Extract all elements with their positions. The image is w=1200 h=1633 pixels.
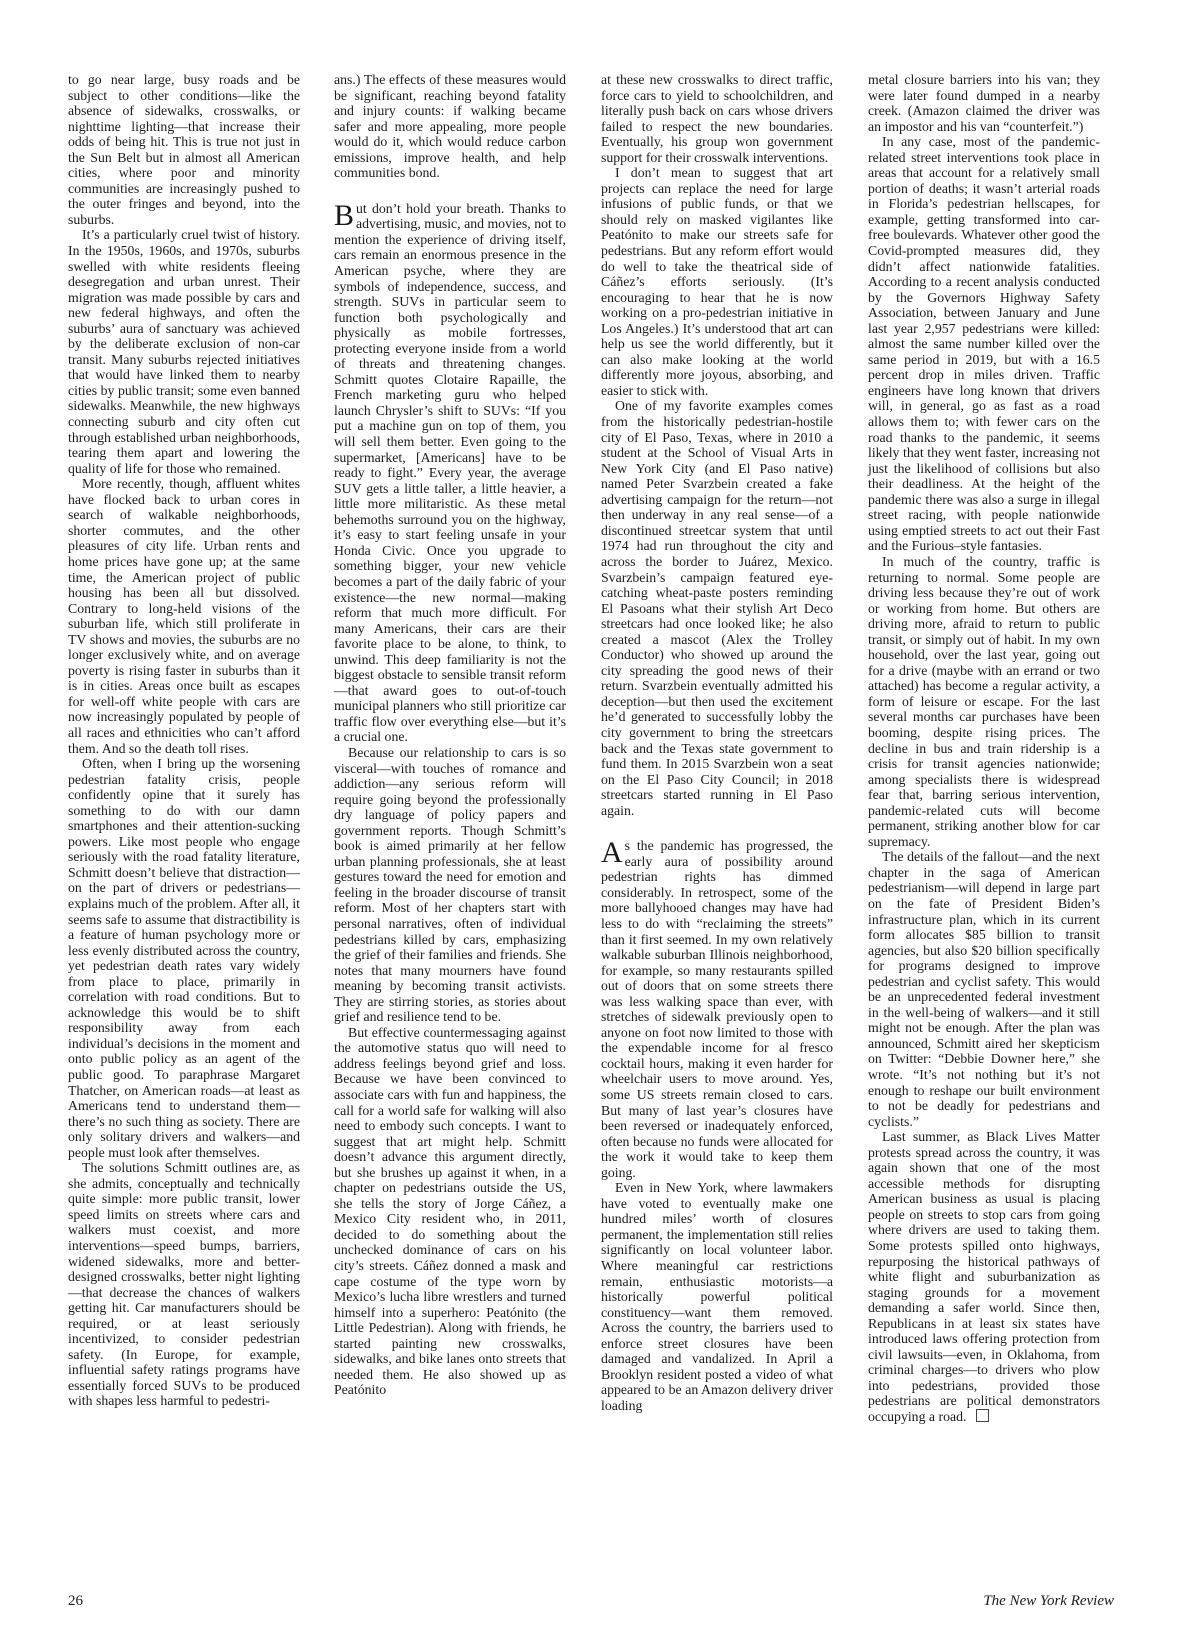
end-mark-icon [976, 1409, 989, 1422]
paragraph [68, 756, 300, 1160]
paragraph-text: But effective countermessaging against the automotive status quo will need to address feelings beyond grief and loss. Because we have been convinced to associate cars with fun and happiness, the call for a world safe for walking will also need to embody such concepts. I want to suggest that art might help. Schmitt doesn’t advance this argument directly, but she brushes up against it when, in a chapter on pedestrians outside the US, she tells the story of Jorge Cáñez, a Mexico City resident who, in 2011, decided to do something about the unchecked dominance of cars on his city’s streets. Cáñez donned a mask and cape costume of the type worn by Mexico’s lucha libre wrestlers and turned himself into a superhero: Peatónito (the Little Pedestrian). Along with friends, he started painting new crosswalks, sidewalks, and bike lanes onto streets that needed them. He also showed up as Peatónito [334, 1024, 566, 1398]
paragraph-text: Even in New York, where lawmakers have voted to eventually make one hundred miles’ worth of closures permanent, the implementation still relies significantly on local volunteer labor. Where meaningful car restrictions remain, enthusiastic motorists—a historically powerful political constituency—want them removed. Across the country, the barriers used to enforce street closures have been damaged and vandalized. In April a Brooklyn resident posted a video of what appeared to be an Amazon delivery driver loading [601, 1180, 833, 1413]
paragraph [68, 227, 300, 476]
section-break [334, 181, 566, 201]
paragraph [868, 1129, 1100, 1424]
text-column-3 [601, 72, 833, 1413]
paragraph [601, 1180, 833, 1413]
paragraph-text: The details of the fallout—and the next chapter in the saga of American pedestrianism—will depend in large part on the fate of President Biden’s infrastructure plan, which in its current form allocates $85 billion to transit agencies, but also $20 billion specifically for programs designed to improve pedestrian and cyclist safety. This would be an unprecedented federal investment in the well-being of walkers—and it still might not be enough. After the plan was announced, Schmitt aired her skepticism on Twitter: “Debbie Downer here,” she wrote. “It’s not nothing but it’s not enough to reshape our built environment to not be deadly for pedestrians and cyclists.” [868, 849, 1100, 1129]
paragraph-text: Last summer, as Black Lives Matter protests spread across the country, it was again shown that one of the most accessible methods for disrupting American business as usual is placing people on streets to stop cars from going where drivers are used to taking them. Some protests spilled onto highways, repurposing the historical pathways of white flight and suburbanization as staging grounds for a movement demanding a safer world. Since then, Republicans in at least six states have introduced laws offering protection from civil lawsuits—even, in Oklahoma, from criminal charges—to drivers who plow into pedestrians, provided those pedestrians are political demonstrators occupying a road. [868, 1129, 1100, 1425]
paragraph-text: metal closure barriers into his van; they were later found dumped in a nearby creek. (Amazon claimed the driver was an impostor and his van “counterfeit.”) [868, 72, 1100, 134]
paragraph [334, 745, 566, 1025]
drop-cap: A [601, 836, 623, 870]
paragraph [868, 554, 1100, 849]
paragraph [601, 165, 833, 398]
paragraph-text: It’s a particularly cruel twist of history. In the 1950s, 1960s, and 1970s, suburbs swelled with white residents fleeing desegregation and urban unrest. Their migration was made possible by cars and new federal highways, and often the suburbs’ aura of sanctuary was achieved by the deliberate exclusion of non-car transit. Many suburbs rejected initiatives that would have linked them to nearby cities by public transit; some even banned sidewalks. Meanwhile, the new highways connecting suburb and city often cut through established urban neighborhoods, tearing them apart and lowering the quality of life for those who remained. [68, 227, 300, 476]
paragraph-text: Because our relationship to cars is so visceral—with touches of romance and addiction—any serious reform will require going beyond the professionally dry language of policy papers and government reports. Though Schmitt’s book is aimed primarily at her fellow urban planning professionals, she at least gestures toward the need for emotion and feeling in the broader discourse of transit reform. Most of her chapters start with personal narratives, often of individual pedestrians killed by cars, emphasizing the grief of their families and friends. She notes that many mourners have found meaning by becoming transit activists. They are stirring stories, as stories about grief and resilience tend to be. [334, 744, 566, 1025]
paragraph-text: Often, when I bring up the worsening pedestrian fatality crisis, people confidently opine that it surely has something to do with our damn smartphones and their attention-sucking powers. Like most people who engage seriously with the road fatality literature, Schmitt doesn’t believe that distraction—on the part of drivers or pedestrians—explains much of the problem. After all, it seems safe to assume that distractibility is a feature of human psychology more or less evenly distributed across the country, yet pedestrian death rates vary widely from place to place, primarily in correlation with road conditions. But to acknowledge this would be to shift responsibility away from each individual’s decisions in the moment and onto public policy as an agent of the public good. To paraphrase Margaret Thatcher, on American roads—at least as Americans tend to understand them—there’s no such thing as society. There are only solitary drivers and walkers—and people must look after themselves. [68, 756, 300, 1160]
paragraph [601, 72, 833, 165]
paragraph [68, 1160, 300, 1409]
paragraph-text: The solutions Schmitt outlines are, as she admits, conceptually and technically quite simple: more public transit, lower speed limits on streets where cars and walkers must coexist, and more interventions—speed bumps, barriers, widened sidewalks, more and better-designed crosswalks, better night lighting—that decrease the chances of walkers getting hit. Car manufacturers should be required, or at least seriously incentivized, to consider pedestrian safety. (In Europe, for example, influential safety ratings programs have essentially forced SUVs to be produced with shapes less harmful to pedestri- [68, 1160, 300, 1409]
publication-name: The New York Review [983, 1593, 1114, 1609]
paragraph [334, 1025, 566, 1398]
paragraph [601, 398, 833, 818]
paragraph [868, 134, 1100, 554]
paragraph-text: to go near large, busy roads and be subject to other conditions—like the absence of sidewalks, crosswalks, or nighttime lighting—that increase their odds of being hit. This is true not just in the Sun Belt but in almost all American cities, where poor and minority communities are increasingly pushed to the outer fringes and beyond, into the suburbs. [68, 72, 300, 227]
paragraph [68, 72, 300, 227]
paragraph [868, 72, 1100, 134]
text-column-4 [868, 72, 1100, 1425]
drop-cap: B [334, 198, 355, 232]
paragraph [334, 72, 566, 181]
text-column-1 [68, 72, 300, 1409]
paragraph [868, 849, 1100, 1129]
paragraph [601, 838, 833, 1180]
paragraph [334, 198, 567, 745]
page-number: 26 [68, 1593, 83, 1609]
paragraph-text: I don’t mean to suggest that art projects can replace the need for large infusions of public funds, or that we should rely on masked vigilantes like Peatónito to make our streets safe for pedestrians. But any reform effort would do well to take the theatrical side of Cáñez’s efforts seriously. (It’s encouraging to hear that he is now working on a pro-pedestrian initiative in Los Angeles.) It’s understood that art can help us see the world differently, but it can also make looking at the world differently more joyous, absorbing, and easier to stick with. [601, 165, 833, 398]
paragraph-text: s the pandemic has progressed, the early aura of possibility around pedestrian rights has dimmed considerably. In retrospect, some of the more ballyhooed changes may have had less to do with “reclaiming the streets” than it first seemed. In my own relatively walkable suburban Illinois neighborhood, for example, so many restaurants spilled out of doors that on some streets there was less walking space than ever, with stretches of sidewalk previously open to anyone on foot now limited to those with the expendable income for al fresco cocktail hours, making it even harder for wheelchair users to move around. Yes, some US streets remain closed to cars. But many of last year’s closures have been reversed or inadequately enforced, often because no funds were allocated for the work it would take to keep them going. [601, 838, 833, 1180]
section-break [601, 818, 833, 838]
paragraph-text: More recently, though, affluent whites have flocked back to urban cores in search of walkable neighborhoods, shorter commutes, and the other pleasures of city life. Urban rents and home prices have gone up; at the same time, the American project of public housing has been all but dissolved. Contrary to long-held visions of the suburban life, which still proliferate in TV shows and movies, the suburbs are no longer exclusively white, and on average poverty is rising faster in suburbs than it is in cities. Areas once built as escapes for well-off white people with cars are now increasingly populated by people of all races and ethnicities who can’t afford them. And so the death toll rises. [68, 476, 300, 756]
paragraph-text: In much of the country, traffic is returning to normal. Some people are driving less because they’re out of work or working from home. But others are driving more, afraid to return to public transit, or simply out of habit. In my own household, over the last year, going out for a drive (maybe with an errand or two attached) has become a regular activity, a form of leisure or escape. For the last several months car purchases have been booming, despite rising prices. The decline in bus and train ridership is a crisis for transit agencies nationwide; among specialists there is widespread fear that, barring serious intervention, pandemic-related cuts will become permanent, striking another blow for car supremacy. [868, 553, 1100, 849]
paragraph-text: ans.) The effects of these measures would be significant, reaching beyond fatality and injury counts: if walking became safer and more appealing, more people would do it, which would reduce carbon emissions, improve health, and help communities bond. [334, 72, 566, 181]
paragraph-text: ut don’t hold your breath. Thanks to advertising, music, and movies, not to mention the experience of driving itself, cars remain an enormous presence in the American psyche, where they are symbols of independence, success, and strength. SUVs in particular seem to function both psychologically and physically as mobile fortresses, protecting everyone inside from a world of threats and threatening changes. Schmitt quotes Clotaire Rapaille, the French marketing guru who helped launch Chrysler’s shift to SUVs: “If you put a machine gun on top of them, you will sell them better. Even going to the supermarket, [Americans] have to be ready to fight.” Every year, the average SUV gets a little taller, a little heavier, a little more militaristic. As these metal behemoths surround you on the highway, it’s easy to start feeling unsafe in your Honda Civic. Once you upgrade to something bigger, your new vehicle becomes a part of the daily fabric of your existence—the new normal—making reform that much more difficult. For many Americans, their cars are their favorite place to be alone, to think, to unwind. This deep familiarity is not the biggest obstacle to sensible transit reform—that award goes to out-of-touch municipal planners who still prioritize car traffic flow over everything else—but it’s a crucial one. [334, 200, 567, 745]
paragraph-text: One of my favorite examples comes from the historically pedestrian-hostile city of El Paso, Texas, where in 2010 a student at the School of Visual Arts in New York City (and El Paso native) named Peter Svarzbein created a fake advertising campaign for the return—not then underway in any real sense—of a discontinued streetcar system that until 1974 had run throughout the city and across the border to Juárez, Mexico. Svarzbein’s campaign featured eye-catching wheat-paste posters reminding El Pasoans what their stylish Art Deco streetcars had once looked like; he also created a mascot (Alex the Trolley Conductor) who showed up around the city spreading the good news of their return. Svarzbein eventually admitted his deception—but then used the excitement he’d generated to successfully lobby the city government to bring the streetcars back and the Texas state government to fund them. In 2015 Svarzbein won a seat on the El Paso City Council; in 2018 streetcars started running in El Paso again. [601, 398, 833, 818]
paragraph-text: at these new crosswalks to direct traffic, force cars to yield to schoolchildren, and literally push back on cars whose drivers failed to respect the new boundaries. Eventually, his group won government support for their crosswalk interventions. [601, 72, 833, 165]
paragraph-text: In any case, most of the pandemic-related street interventions took place in areas that account for a relatively small portion of deaths; it wasn’t arterial roads in Florida’s pedestrian hellscapes, for example, getting transformed into car-free boulevards. Whatever other good the Covid-prompted measures did, they didn’t affect nationwide fatalities. According to a recent analysis conducted by the Governors Highway Safety Association, between January and June last year 2,957 pedestrians were killed: almost the same number killed over the same period in 2019, but with a 16.5 percent drop in miles driven. Traffic engineers have long known that drivers will, in general, go as fast as a road allows them to; with fewer cars on the road thanks to the pandemic, it seems likely that they went faster, increasing not just the likelihood of collisions but also their deadliness. At the height of the pandemic there was also a surge in illegal street racing, with people nationwide using emptied streets to act out their Fast and the Furious–style fantasies. [868, 134, 1100, 554]
paragraph [68, 476, 300, 756]
text-column-2 [334, 72, 566, 1398]
